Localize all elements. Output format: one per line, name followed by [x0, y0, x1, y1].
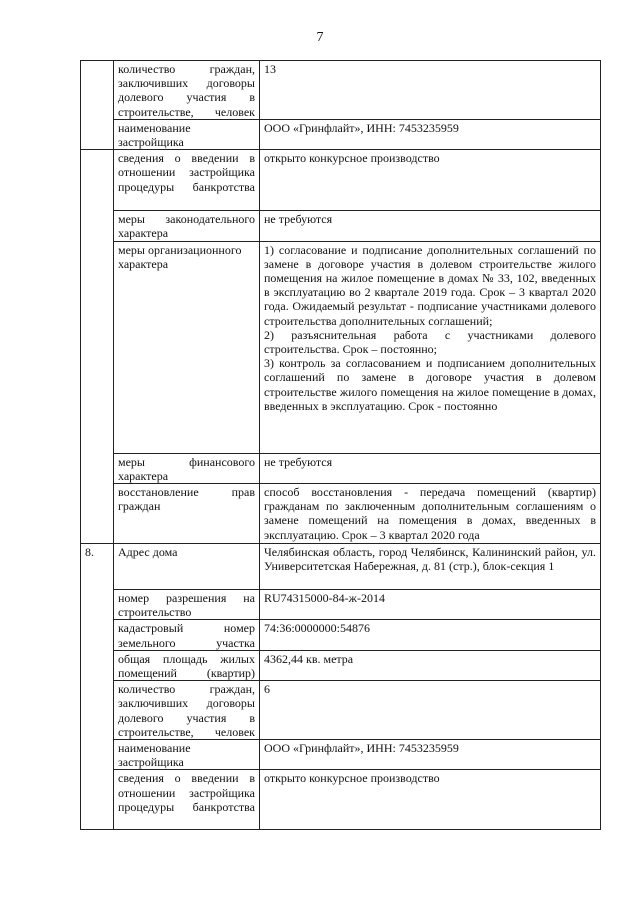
row-value-multiline: [260, 241, 601, 453]
index-cell-empty: [81, 61, 114, 150]
row-label: количество граждан, заключивших договоры долевого участия в строительстве, человек: [114, 681, 260, 740]
row-value: открыто конкурсное производство: [260, 150, 601, 211]
table-row: [81, 650, 601, 680]
measure-item-1: 1) согласование и подписание дополнительных соглашений по замене в договоре участия в долевом строительстве жилого помещения на жилое помещение в домах № 33, 102, введенных в эксплуатацию во 2 квартале 2019 года. Срок – 3 квартал 2020 года. Ожидаемый результат - подписание участниками долевого строительства дополнительных соглашений;: [264, 242, 596, 328]
table-row: [81, 119, 601, 149]
row-label: общая площадь жилых помещений (квартир): [114, 650, 260, 680]
row-value: Челябинская область, город Челябинск, Калининский район, ул. Университетская Набережная, д. 81 (стр.), блок-секция 1: [260, 544, 601, 590]
table-row: [81, 484, 601, 544]
row-value: 4362,44 кв. метра: [260, 650, 601, 680]
row-label: Адрес дома: [114, 544, 260, 590]
row-label: восстановление прав граждан: [114, 484, 260, 544]
row-value: RU74315000-84-ж-2014: [260, 590, 601, 620]
table-row: [81, 740, 601, 770]
table-row: [81, 620, 601, 650]
row-value: открыто конкурсное производство: [260, 770, 601, 830]
row-label: меры законодательного характера: [114, 211, 260, 241]
row-label: наименование застройщика: [114, 119, 260, 149]
row-value: ООО «Гринфлайт», ИНН: 7453235959: [260, 740, 601, 770]
table-row: [81, 241, 601, 453]
row-label: количество граждан, заключивших договоры долевого участия в строительстве, человек: [114, 61, 260, 120]
table-row: [81, 211, 601, 241]
table-row: [81, 590, 601, 620]
table-row: [81, 61, 601, 120]
row-label: меры организационного характера: [114, 241, 260, 453]
row-value: 6: [260, 681, 601, 740]
row-label: сведения о введении в отношении застройщика процедуры банкротства: [114, 770, 260, 830]
row-value: 13: [260, 61, 601, 120]
row-value: не требуются: [260, 453, 601, 483]
table-row: [81, 453, 601, 483]
table-row: [81, 150, 601, 211]
page-number: 7: [316, 30, 324, 45]
row-label: номер разрешения на строительство: [114, 590, 260, 620]
row-label: наименование застройщика: [114, 740, 260, 770]
houses-table: [80, 60, 601, 830]
row-value: способ восстановления - передача помещений (квартир) гражданам по заключенным дополнительным соглашениям о замене помещений на помещения в домах, введенных в эксплуатацию. Срок – 3 квартал 2020 года: [260, 484, 601, 544]
measure-item-2: 2) разъяснительная работа с участниками долевого строительства. Срок – постоянно;: [264, 327, 596, 357]
row-label: сведения о введении в отношении застройщика процедуры банкротства: [114, 150, 260, 211]
measure-item-3: 3) контроль за согласованием и подписанием дополнительных соглашений по замене в договоре участия в долевом строительстве жилого помещения на жилое помещение в домах, введенных в эксплуатацию. Срок - постоянно: [264, 356, 596, 413]
row-value: ООО «Гринфлайт», ИНН: 7453235959: [260, 119, 601, 149]
index-cell-empty: [81, 150, 114, 544]
table-row: [81, 770, 601, 830]
row-label: меры финансового характера: [114, 453, 260, 483]
table-row: [81, 544, 601, 590]
row-value: 74:36:0000000:54876: [260, 620, 601, 650]
table-row: [81, 681, 601, 740]
row-value: не требуются: [260, 211, 601, 241]
row-label: кадастровый номер земельного участка: [114, 620, 260, 650]
house-number: 8.: [81, 544, 114, 830]
